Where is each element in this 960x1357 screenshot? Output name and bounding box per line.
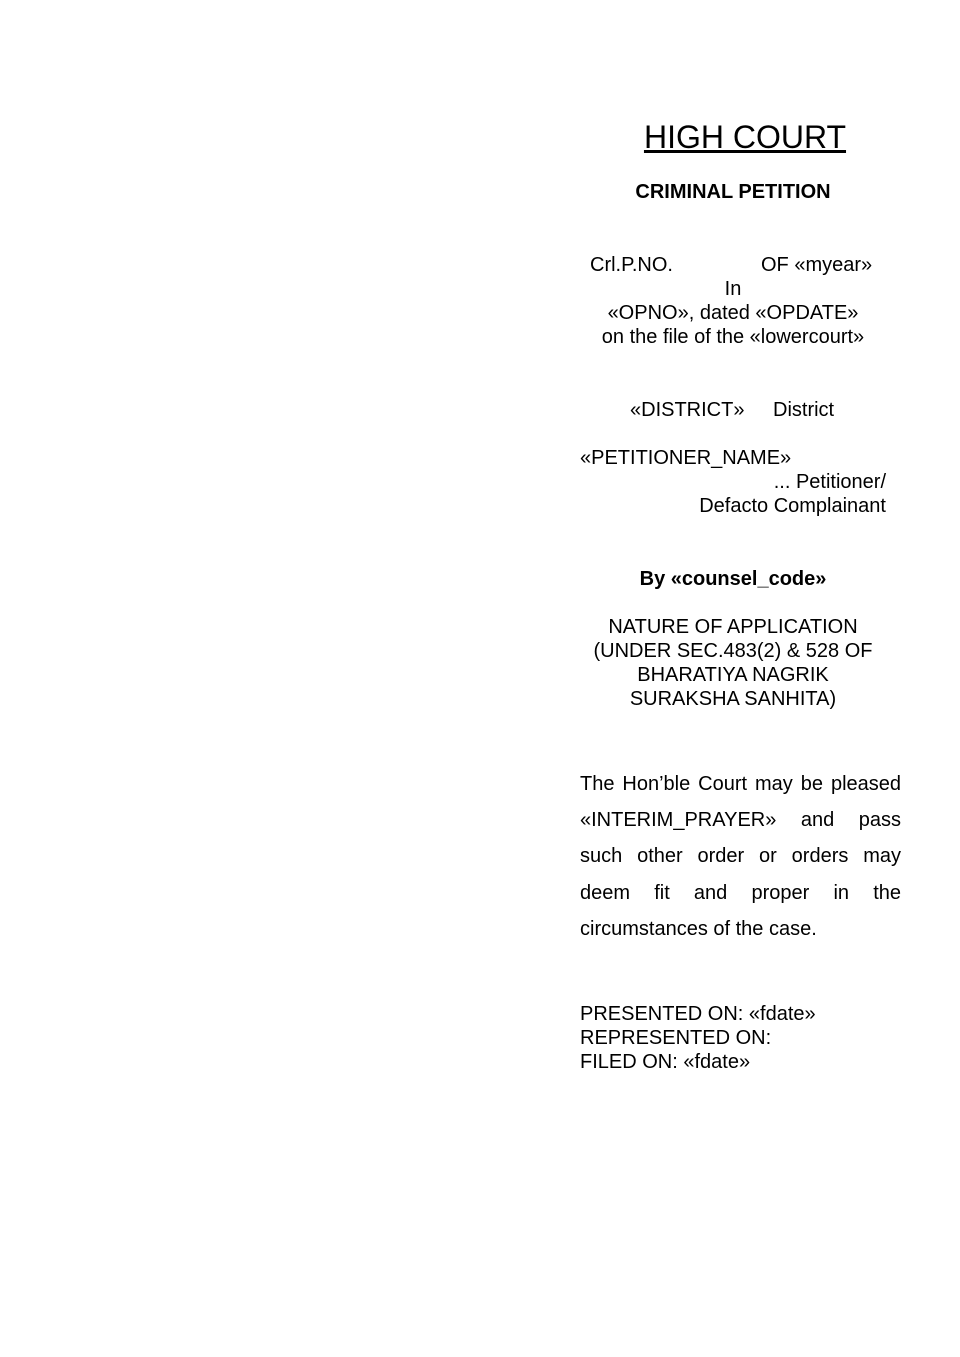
counsel-line: By «counsel_code» <box>639 568 827 590</box>
petitioner-role-line-2: Defacto Complainant <box>699 495 886 517</box>
prayer-paragraph: The Hon’ble Court may be pleased «INTERIM_PRAYER» and pass such other order or orders may deem fit and proper in the circumstances of the case. <box>580 773 901 940</box>
presented-on: PRESENTED ON: «fdate» <box>580 1003 816 1025</box>
nature-line: BHARATIYA NAGRIK <box>637 664 829 686</box>
in-label: In <box>724 278 742 300</box>
petition-type: CRIMINAL PETITION <box>635 181 831 203</box>
origin-case: «OPNO», dated «OPDATE» <box>607 302 859 324</box>
origin-court: on the file of the «lowercourt» <box>601 326 865 348</box>
nature-line: SURAKSHA SANHITA) <box>629 688 837 710</box>
district-field: «DISTRICT» <box>630 399 745 421</box>
nature-line: (UNDER SEC.483(2) & 528 OF <box>593 640 873 662</box>
petitioner-name: «PETITIONER_NAME» <box>580 447 792 469</box>
filed-on: FILED ON: «fdate» <box>580 1051 751 1073</box>
district-label: District <box>773 399 835 421</box>
nature-line: NATURE OF APPLICATION <box>608 616 858 638</box>
court-title: HIGH COURT <box>643 119 847 155</box>
case-year: OF «myear» <box>761 254 873 276</box>
represented-on: REPRESENTED ON: <box>580 1027 772 1049</box>
petitioner-role-line-1: ... Petitioner/ <box>773 471 886 493</box>
case-number-label: Crl.P.NO. <box>590 254 673 276</box>
